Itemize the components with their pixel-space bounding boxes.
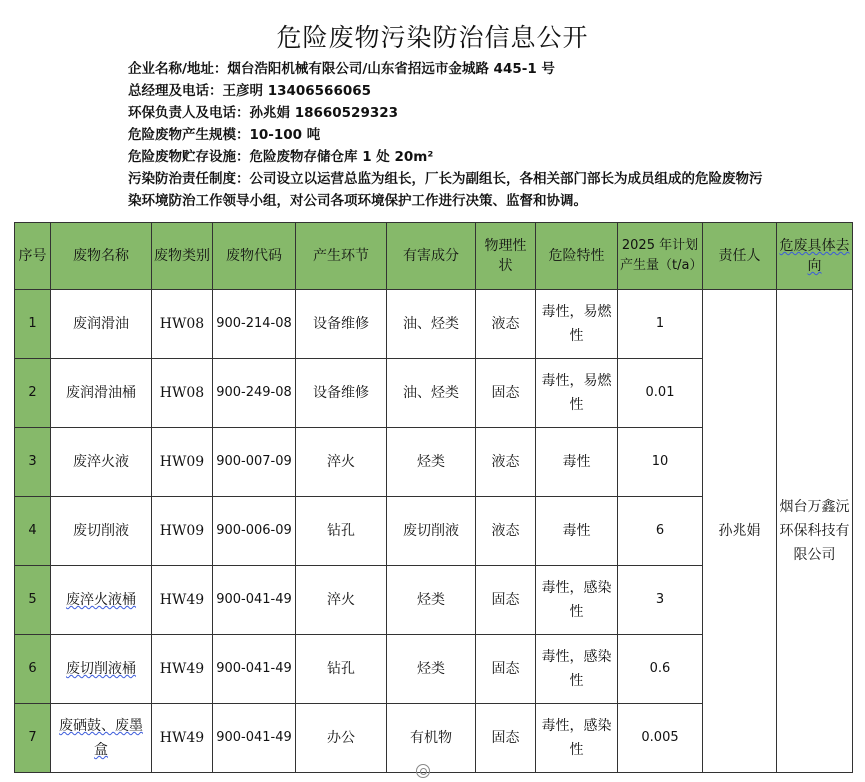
header-cell: 产生环节: [296, 223, 387, 290]
waste-category: HW08: [152, 359, 213, 428]
company-info: [128, 58, 768, 212]
generation-stage: 淬火: [296, 566, 387, 635]
env-contact-phone: 环保负责人及电话：孙兆娟 18660529323: [128, 105, 399, 121]
waste-category: HW08: [152, 290, 213, 359]
responsibility-system: 污染防治责任制度：公司设立以运营总监为组长，厂长为副组长，各相关部门部长为成员组成的危险废物污染环境防治工作领导小组，对公司各项环境保护工作进行决策、监督和协调。: [128, 171, 763, 209]
header-cell: 序号: [15, 223, 51, 290]
row-number: 5: [15, 566, 51, 635]
waste-category: HW49: [152, 566, 213, 635]
waste-code: 900-041-49: [213, 566, 296, 635]
hazardous-component: 烃类: [387, 428, 476, 497]
general-manager-phone: 总经理及电话：王彦明 13406566065: [128, 83, 372, 99]
header-cell: 有害成分: [387, 223, 476, 290]
waste-code: 900-249-08: [213, 359, 296, 428]
waste-name: [51, 566, 152, 635]
hazardous-component: 有机物: [387, 704, 476, 773]
waste-name-text: 废硒鼓、废墨盒: [59, 718, 143, 758]
hazardous-component: 烃类: [387, 635, 476, 704]
hazard-property: 毒性，感染性: [536, 566, 618, 635]
planned-amount: 3: [618, 566, 703, 635]
waste-name: 废切削液: [51, 497, 152, 566]
hazard-property: 毒性，感染性: [536, 635, 618, 704]
waste-code: 900-041-49: [213, 635, 296, 704]
waste-name-text: 废淬火液桶: [66, 592, 136, 608]
header-cell: 2025 年计划产生量（t/a）: [618, 223, 703, 290]
hazard-property: 毒性，感染性: [536, 704, 618, 773]
row-number: 4: [15, 497, 51, 566]
hazardous-component: 烃类: [387, 566, 476, 635]
header-cell: 废物代码: [213, 223, 296, 290]
header-cell: 物理性状: [476, 223, 536, 290]
physical-state: 液态: [476, 497, 536, 566]
physical-state: 液态: [476, 428, 536, 497]
waste-code: 900-007-09: [213, 428, 296, 497]
cursor-icon: [416, 764, 430, 778]
row-number: 1: [15, 290, 51, 359]
hazardous-component: 废切削液: [387, 497, 476, 566]
waste-destination: 烟台万鑫沅环保科技有限公司: [777, 290, 853, 773]
waste-name: 废润滑油桶: [51, 359, 152, 428]
waste-category: HW49: [152, 635, 213, 704]
physical-state: 固态: [476, 704, 536, 773]
waste-name-text: 废切削液桶: [66, 661, 136, 677]
header-cell: 废物类别: [152, 223, 213, 290]
generation-stage: 钻孔: [296, 635, 387, 704]
waste-code: 900-214-08: [213, 290, 296, 359]
hazard-property: 毒性，易燃性: [536, 290, 618, 359]
waste-scale: 危险废物产生规模：10-100 吨: [128, 127, 321, 143]
physical-state: 液态: [476, 290, 536, 359]
waste-name: [51, 704, 152, 773]
planned-amount: 0.6: [618, 635, 703, 704]
storage-facility: 危险废物贮存设施：危险废物存储仓库 1 处 20m²: [128, 149, 434, 165]
planned-amount: 0.005: [618, 704, 703, 773]
row-number: 6: [15, 635, 51, 704]
waste-name: [51, 635, 152, 704]
generation-stage: 淬火: [296, 428, 387, 497]
generation-stage: 办公: [296, 704, 387, 773]
waste-code: 900-006-09: [213, 497, 296, 566]
waste-category: HW09: [152, 428, 213, 497]
hazardous-component: 油、烃类: [387, 359, 476, 428]
physical-state: 固态: [476, 359, 536, 428]
generation-stage: 设备维修: [296, 359, 387, 428]
waste-category: HW49: [152, 704, 213, 773]
header-cell: 危险特性: [536, 223, 618, 290]
row-number: 7: [15, 704, 51, 773]
generation-stage: 钻孔: [296, 497, 387, 566]
waste-code: 900-041-49: [213, 704, 296, 773]
hazard-property: 毒性: [536, 497, 618, 566]
hazard-property: 毒性: [536, 428, 618, 497]
row-number: 3: [15, 428, 51, 497]
table-row: [15, 290, 853, 359]
table-header-row: [15, 223, 853, 290]
responsible-person: 孙兆娟: [703, 290, 777, 773]
planned-amount: 1: [618, 290, 703, 359]
company-name-address: 企业名称/地址：烟台浩阳机械有限公司/山东省招远市金城路 445-1 号: [128, 61, 555, 77]
waste-name: 废润滑油: [51, 290, 152, 359]
physical-state: 固态: [476, 635, 536, 704]
header-cell: 责任人: [703, 223, 777, 290]
header-cell: 废物名称: [51, 223, 152, 290]
planned-amount: 0.01: [618, 359, 703, 428]
hazardous-component: 油、烃类: [387, 290, 476, 359]
planned-amount: 10: [618, 428, 703, 497]
row-number: 2: [15, 359, 51, 428]
hazard-property: 毒性，易燃性: [536, 359, 618, 428]
waste-category: HW09: [152, 497, 213, 566]
page-title: 危险废物污染防治信息公开: [276, 23, 589, 52]
header-cell: 危废具体去向: [777, 223, 853, 290]
waste-name: 废淬火液: [51, 428, 152, 497]
physical-state: 固态: [476, 566, 536, 635]
generation-stage: 设备维修: [296, 290, 387, 359]
planned-amount: 6: [618, 497, 703, 566]
waste-table: [14, 222, 853, 773]
